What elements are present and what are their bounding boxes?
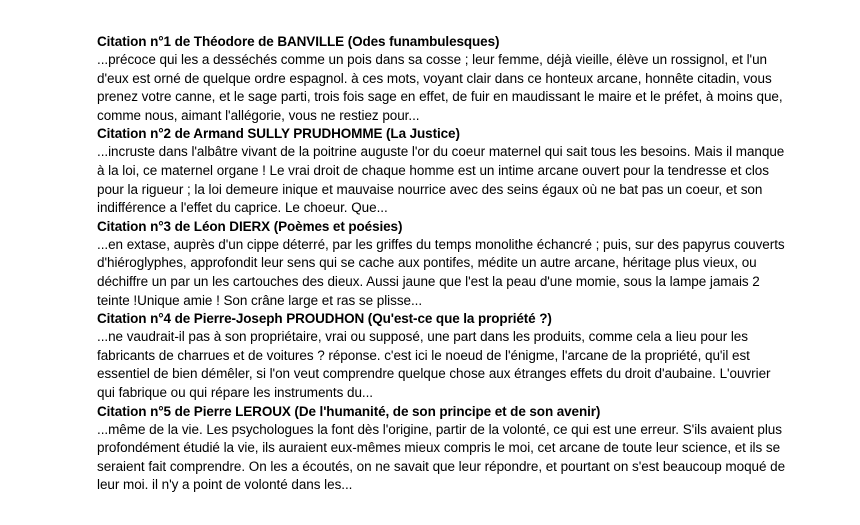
citation-title-3: Citation n°3 de Léon DIERX (Poèmes et poésies)	[97, 218, 403, 234]
citation-body-5: ...même de la vie. Les psychologues la font dès l'origine, partir de la volonté, ce qui est une erreur. S'ils avaient plus profondément étudié la vie, ils auraient eux-mêmes mieux compris le moi, cet arcane de toute leur science, et ils se seraient fait comprendre. On les a écoutés, on ne savait que leur répondre, et pourtant on s'est beaucoup moqué de leur moi. il n'y a point de volonté dans les...	[97, 421, 786, 493]
citation-title-1: Citation n°1 de Théodore de BANVILLE (Odes funambulesques)	[97, 34, 500, 49]
citation-body-4: ...ne vaudrait-il pas à son propriétaire, vrai ou supposé, une part dans les produits, comme cela a lieu pour les fabricants de charrues et de voitures ? réponse. c'est ici le noeud de l'énigme, l'arcane de la propriété, qu'il est essentiel de bien démêler, si l'on veut comprendre quelque chose aux étranges effets du droit d'aubaine. L'ouvrier qui fabrique ou qui répare les instruments du...	[97, 329, 771, 400]
citation-block-3	[97, 218, 790, 310]
citation-title-2: Citation n°2 de Armand SULLY PRUDHOMME (La Justice)	[97, 126, 460, 142]
citation-block-2	[97, 125, 790, 217]
citation-title-5: Citation n°5 de Pierre LEROUX (De l'humanité, de son principe et de son avenir)	[97, 403, 601, 419]
citation-block-4	[97, 310, 790, 402]
citation-body-3: ...en extase, auprès d'un cippe déterré, par les griffes du temps monolithe échancré ; puis, sur des papyrus couverts d'hiéroglyphes, approfondit leur sens qui se cache aux pontifes, médite un autre arcane, héritage plus vieux, ou déchiffre un par un les cartouches des dieux. Aussi jaune que l'est la peau d'une momie, sous la lampe jamais 2 teinte !Unique amie ! Son crâne large et ras se plisse...	[97, 236, 785, 308]
citation-body-1: ...précoce qui les a desséchés comme un pois dans sa cosse ; leur femme, déjà vieille, élève un rossignol, et l'un d'eux est orné de quelque ordre espagnol. à ces mots, voyant clair dans ce honteux arcane, honnête citadin, vous prenez votre canne, et le sage parti, trois fois sage en effet, de fuir en maudissant le maire et le préfet, à moins que, comme nous, aimant l'allégorie, vous ne restiez pour...	[97, 52, 783, 123]
citation-block-1	[97, 33, 790, 125]
citation-block-5	[97, 403, 790, 495]
citation-title-4: Citation n°4 de Pierre-Joseph PROUDHON (Qu'est-ce que la propriété ?)	[97, 311, 552, 327]
citation-body-2: ...incruste dans l'albâtre vivant de la poitrine auguste l'or du coeur maternel qui sait tous les besoins. Mais il manque à la loi, ce maternel organe ! Le vrai droit de chaque homme est un intime arcane ouvert pour la tendresse et clos pour la rigueur ; la loi demeure inique et mauvaise nourrice avec des seins égaux où ne bat pas un coeur, et son indifférence a l'effet du caprice. Le choeur. Que...	[97, 144, 785, 216]
